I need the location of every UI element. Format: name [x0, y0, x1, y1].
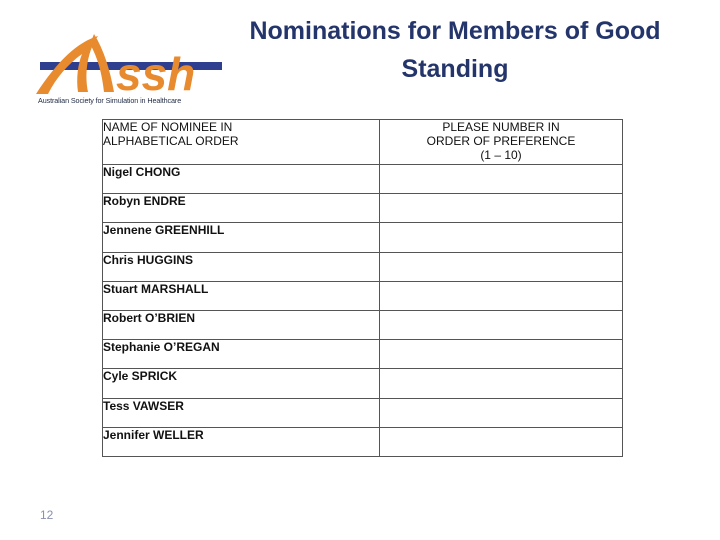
page-number: 12	[40, 508, 54, 522]
preference-cell[interactable]	[380, 427, 623, 456]
preference-cell[interactable]	[380, 369, 623, 398]
nominee-name: Robert O’BRIEN	[103, 310, 380, 339]
table-row	[103, 194, 623, 223]
preference-cell[interactable]	[380, 281, 623, 310]
table-row	[103, 427, 623, 456]
table-row	[103, 252, 623, 281]
preference-cell[interactable]	[380, 340, 623, 369]
preference-cell[interactable]	[380, 194, 623, 223]
table-row	[103, 340, 623, 369]
title-line-1: Nominations for Members of Good	[249, 17, 661, 45]
preference-cell[interactable]	[380, 223, 623, 252]
table-row	[103, 281, 623, 310]
assh-logo	[28, 20, 234, 112]
header-nominee-name: NAME OF NOMINEE IN ALPHABETICAL ORDER	[103, 120, 380, 165]
table-header-row	[103, 120, 623, 165]
page-title	[222, 12, 688, 88]
logo-letters: ssh	[116, 48, 196, 100]
nominee-name: Jennene GREENHILL	[103, 223, 380, 252]
preference-cell[interactable]	[380, 310, 623, 339]
nominee-name: Cyle SPRICK	[103, 369, 380, 398]
preference-cell[interactable]	[380, 398, 623, 427]
table-row	[103, 398, 623, 427]
nominee-name: Jennifer WELLER	[103, 427, 380, 456]
nominee-name: Stuart MARSHALL	[103, 281, 380, 310]
nominee-name: Chris HUGGINS	[103, 252, 380, 281]
table-row	[103, 310, 623, 339]
table-row	[103, 223, 623, 252]
nominee-name: Nigel CHONG	[103, 165, 380, 194]
nominee-name: Robyn ENDRE	[103, 194, 380, 223]
nominee-name: Stephanie O’REGAN	[103, 340, 380, 369]
header-preference: PLEASE NUMBER IN ORDER OF PREFERENCE (1 – 10)	[380, 120, 623, 165]
preference-cell[interactable]	[380, 165, 623, 194]
table-row	[103, 165, 623, 194]
nominee-name: Tess VAWSER	[103, 398, 380, 427]
title-line-2: Standing	[401, 55, 509, 83]
preference-cell[interactable]	[380, 252, 623, 281]
logo-caption: Australian Society for Simulation in Healthcare	[38, 96, 182, 105]
table-row	[103, 369, 623, 398]
nominations-table	[102, 119, 623, 457]
